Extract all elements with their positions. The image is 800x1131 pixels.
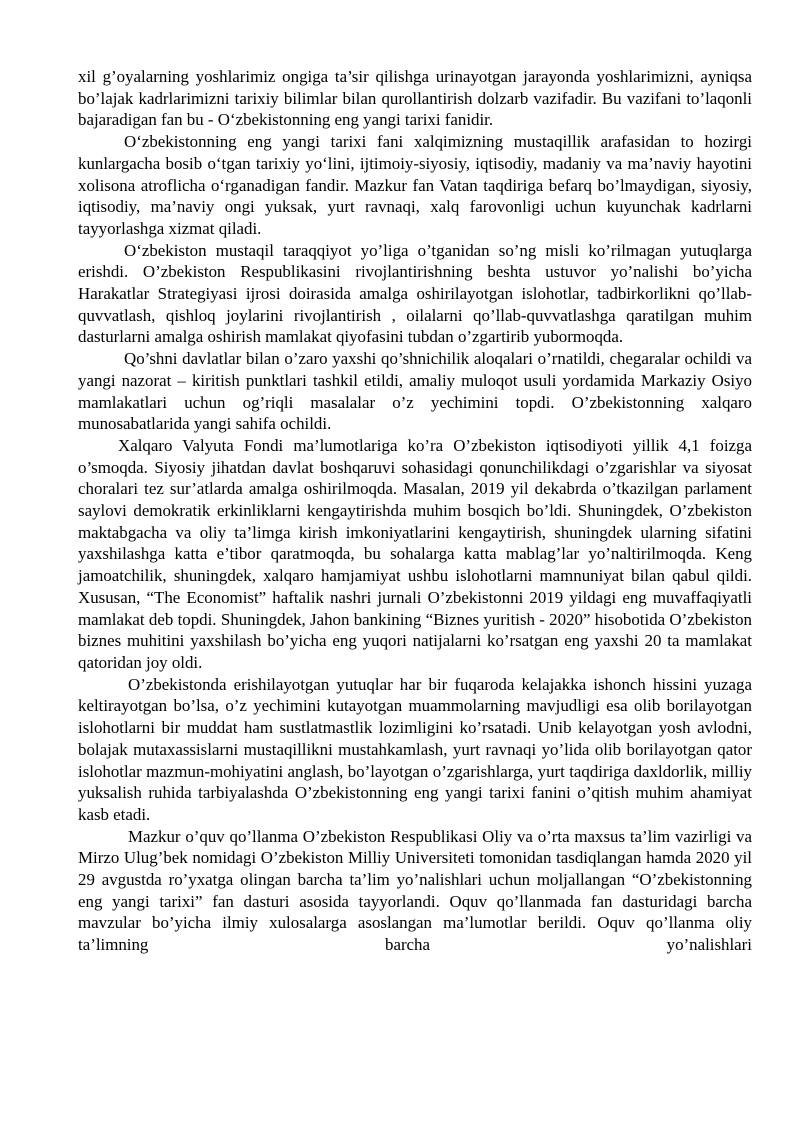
paragraph-intro-continuation: xil g’oyalarning yoshlarimiz ongiga ta’sir qilishga urinayotgan jarayonda yoshlarimizni, ayniqsa bo’lajak kadrlarimizni tarixiy bilimlar bilan qurollantirish dolzarb vazifadir. Bu vazifani to’laqonli bajaradigan fan bu - O‘zbekistonning eng yangi tarixi fanidir. <box>78 67 752 130</box>
document-page <box>78 66 752 956</box>
paragraph-economic-growth: Xalqaro Valyuta Fondi ma’lumotlariga ko’ra O’zbekiston iqtisodiyoti yillik 4,1 foizga o’smoqda. Siyosiy jihatdan davlat boshqaruvi sohasidagi qonunchilikdagi o’zgarishlar va siyosat choralari tez sur’atlarda amalga oshirilmoqda. Masalan, 2019 yil dekabrda o’tkazilgan parlament saylovi demokratik erkinliklarni kengaytirishda muhim bosqich bo’ldi. Shuningdek, O’zbekiston maktabgacha va oliy ta’limga kirish imkoniyatlarini kengaytirish, shuningdek ularning sifatini yaxshilashga katta e’tibor qaratmoqda, bu sohalarga katta mablag’lar yo’naltirilmoqda. Keng jamoatchilik, shuningdek, xalqaro hamjamiyat ushbu islohotlarni mamnuniyat bilan qabul qildi. Xususan, “The Economist” haftalik nashri jurnali O’zbekistonni 2019 yildagi eng muvaffaqiyatli mamlakat deb topdi. Shuningdek, Jahon bankining “Biznes yuritish - 2020” hisobotida O’zbekiston biznes muhitini yaxshilash bo’yicha eng yuqori natijalarni ko’rsatgan eng yaxshi 20 ta mamlakat qatoridan joy oldi. <box>78 435 752 672</box>
paragraph-independence-achievements: O‘zbekiston mustaqil taraqqiyot yo’liga o’tganidan so’ng misli ko’rilmagan yutuqlarga erishdi. O’zbekiston Respublikasini rivojlantirishning beshta ustuvor yo’nalishi bo’yicha Harakatlar Strategiyasi ijrosi doirasida amalga oshirilayotgan islohotlar, tadbirkorlikni qo’llab-quvvatlash, qishloq joylarini rivojlantirish , oilalarni qo’llab-quvvatlashga qaratilgan muhim dasturlarni amalga oshirish mamlakat qiyofasini tubdan o’zgartirib yubormoqda. <box>78 240 752 347</box>
paragraph-neighbor-relations: Qo’shni davlatlar bilan o’zaro yaxshi qo’shnichilik aloqalari o’rnatildi, chegaralar ochildi va yangi nazorat – kiritish punktlari tashkil etildi, amaliy muloqot usuli yordamida Markaziy Osiyo mamlakatlari uchun og’riqli masalalar o’z yechimini topdi. O’zbekistonning xalqaro munosabatlarida yangi sahifa ochildi. <box>78 349 752 434</box>
paragraph-textbook-purpose: Mazkur o’quv qo’llanma O’zbekiston Respublikasi Oliy va o’rta maxsus ta’lim vazirligi va Mirzo Ulug’bek nomidagi O’zbekiston Milliy Universiteti tomonidan tasdiqlangan hamda 2020 yil 29 avgustda ro’yxatga olingan barcha ta’lim yo’nalishlari uchun moljallangan “O’zbekistonning eng yangi tarixi” fan dasturi asosida tayyorlandi. Oquv qo’llanmada fan dasturidagi barcha mavzular bo’yicha ilmiy xulosalarga asoslangan ma’lumotlar berildi. Oquv qo’llanma oliy ta’limning barcha yo’nalishlari <box>78 826 752 955</box>
paragraph-subject-definition: O‘zbekistonning eng yangi tarixi fani xalqimizning mustaqillik arafasidan to hozirgi kunlargacha bosib o‘tgan tarixiy yo‘lini, ijtimoiy-siyosiy, iqtisodiy, madaniy va ma’naviy hayotini xolisona atroflicha o‘rganadigan fandir. Mazkur fan Vatan taqdiriga befarq bo’lmaydigan, siyosiy, iqtisodiy, ma’naviy ongi yuksak, yurt ravnaqi, xalq farovonligi uchun kuyunchak kadrlarni tayyorlashga xizmat qiladi. <box>78 132 752 238</box>
paragraph-reforms-importance: O’zbekistonda erishilayotgan yutuqlar har bir fuqaroda kelajakka ishonch hissini yuzaga keltirayotgan bo’lsa, o’z yechimini kutayotgan muammolarning mavjudligi esa olib borilayotgan islohotlarni bir muddat ham sustlatmastlik lozimligini ko’rsatadi. Unib kelayotgan yosh avlodni, bolajak mutaxassislarni mustaqillikni mustahkamlash, yurt ravnaqi yo’lida olib borilayotgan qator islohotlar mazmun-mohiyatini anglash, bo’layotgan o’zgarishlarga, yurt taqdiriga daxldorlik, milliy yuksalish ruhida tarbiyalashda O’zbekistonning eng yangi tarixi fanini o’qitish muhim ahamiyat kasb etadi. <box>78 674 752 824</box>
